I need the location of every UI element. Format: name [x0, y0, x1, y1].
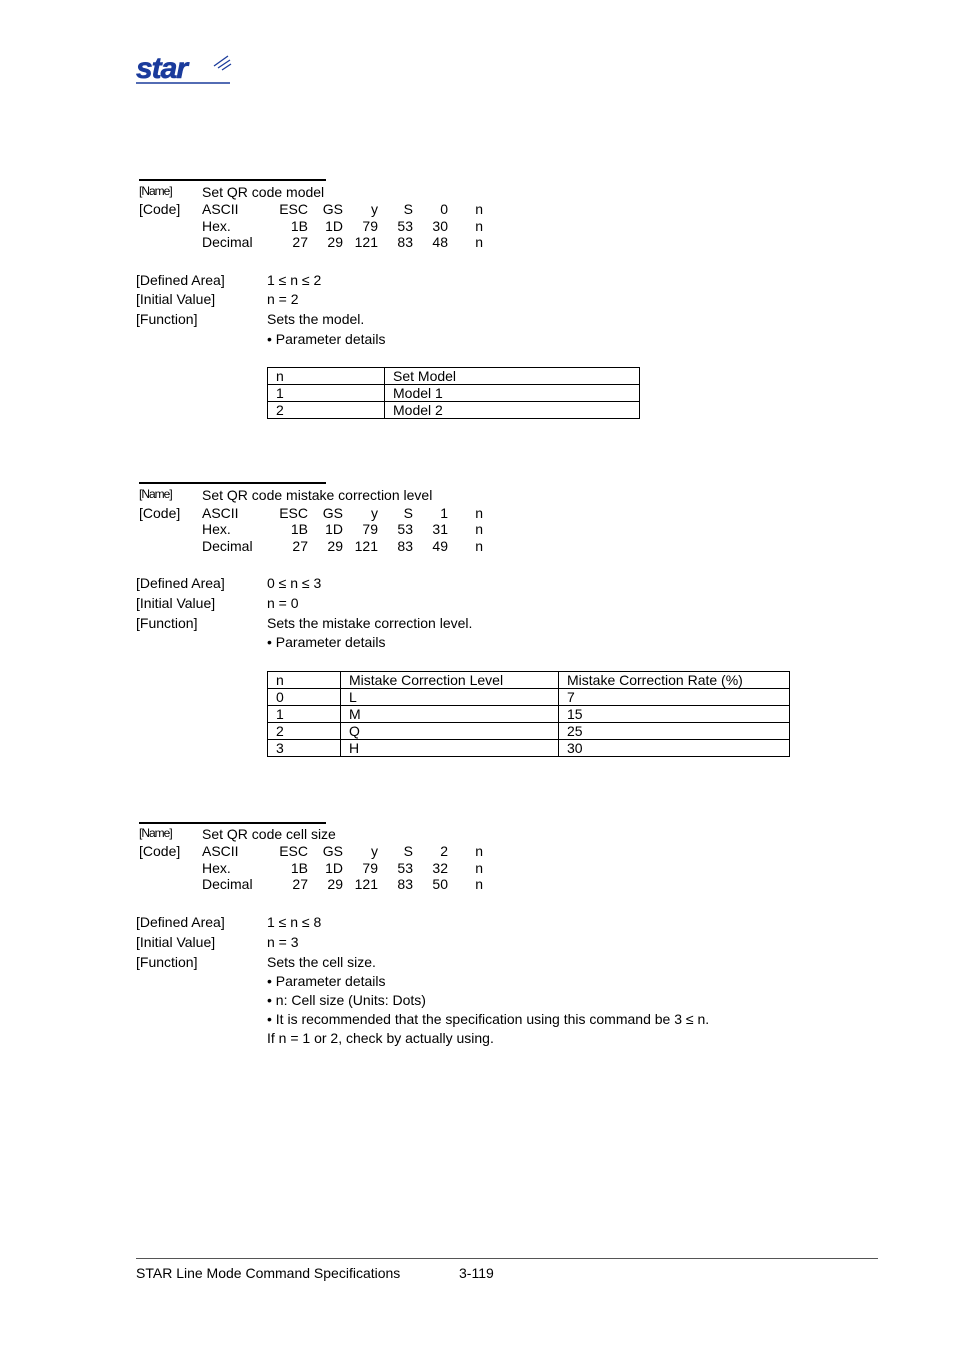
code-val: 1B — [290, 521, 308, 537]
code-val: n — [475, 234, 483, 250]
table-row — [268, 740, 790, 757]
table-cell: 3 — [268, 740, 341, 757]
code-val: S — [403, 201, 413, 217]
footer-divider — [136, 1258, 878, 1259]
table-cell: 0 — [268, 689, 341, 706]
code-val: n — [475, 538, 483, 554]
code-type-hex: Hex. — [202, 521, 231, 537]
table-cell: 2 — [268, 402, 385, 419]
code-val: 83 — [397, 876, 413, 892]
code-val: GS — [322, 843, 343, 859]
initial-value-label: [Initial Value] — [136, 934, 216, 950]
code-type-decimal: Decimal — [202, 876, 253, 892]
code-val: 29 — [327, 538, 343, 554]
function-label: [Function] — [136, 311, 198, 327]
code-val: 1B — [290, 218, 308, 234]
star-logo — [136, 52, 232, 84]
code-val: 29 — [327, 234, 343, 250]
code-val: 48 — [432, 234, 448, 250]
code-val: n — [475, 218, 483, 234]
code-val: 121 — [354, 234, 378, 250]
defined-area-label: [Defined Area] — [136, 272, 225, 288]
table-cell: 7 — [559, 689, 790, 706]
code-val: 27 — [292, 538, 308, 554]
initial-value: n = 0 — [267, 595, 299, 611]
table-header-row — [268, 368, 640, 385]
section-1-rule — [139, 179, 326, 181]
code-val: 1B — [290, 860, 308, 876]
table-header: Mistake Correction Level — [341, 672, 559, 689]
code-val: n — [475, 505, 483, 521]
code-val: y — [371, 201, 378, 217]
code-val: n — [475, 201, 483, 217]
command-name: Set QR code mistake correction level — [202, 487, 433, 503]
code-type-decimal: Decimal — [202, 538, 253, 554]
code-label: [Code] — [139, 505, 181, 521]
code-val: ESC — [279, 505, 308, 521]
code-val: 121 — [354, 876, 378, 892]
initial-value: n = 2 — [267, 291, 299, 307]
code-val: 27 — [292, 234, 308, 250]
code-val: 2 — [440, 843, 448, 859]
detail-line: • Parameter details — [267, 634, 386, 650]
code-val: 31 — [432, 521, 448, 537]
code-type-ascii: ASCII — [202, 505, 239, 521]
defined-area-label: [Defined Area] — [136, 914, 225, 930]
name-label: [Name] — [139, 487, 172, 501]
correction-level-table — [267, 671, 790, 757]
code-val: n — [475, 521, 483, 537]
initial-value-label: [Initial Value] — [136, 291, 216, 307]
code-val: 49 — [432, 538, 448, 554]
table-cell: 2 — [268, 723, 341, 740]
code-type-hex: Hex. — [202, 218, 231, 234]
command-name: Set QR code model — [202, 184, 325, 200]
function-text: Sets the cell size. — [267, 954, 376, 970]
code-val: 79 — [362, 218, 378, 234]
table-header: Set Model — [385, 368, 640, 385]
defined-area-value: 0 ≤ n ≤ 3 — [267, 575, 322, 591]
code-val: S — [403, 505, 413, 521]
code-val: S — [403, 843, 413, 859]
command-name: Set QR code cell size — [202, 826, 336, 842]
model-table — [267, 367, 640, 419]
table-row — [268, 402, 640, 419]
name-label: [Name] — [139, 184, 172, 198]
page-number: 3-119 — [459, 1265, 494, 1281]
table-row — [268, 723, 790, 740]
code-val: 50 — [432, 876, 448, 892]
defined-area-value: 1 ≤ n ≤ 8 — [267, 914, 322, 930]
table-row — [268, 706, 790, 723]
table-cell: 1 — [268, 706, 341, 723]
detail-line: If n = 1 or 2, check by actually using. — [267, 1030, 494, 1046]
table-cell: L — [341, 689, 559, 706]
code-type-ascii: ASCII — [202, 201, 239, 217]
table-header-row — [268, 672, 790, 689]
function-text: Sets the mistake correction level. — [267, 615, 473, 631]
table-cell: 15 — [559, 706, 790, 723]
section-2-rule — [139, 482, 326, 484]
code-val: 1D — [325, 860, 343, 876]
table-cell: H — [341, 740, 559, 757]
code-val: n — [475, 860, 483, 876]
code-type-decimal: Decimal — [202, 234, 253, 250]
table-row — [268, 689, 790, 706]
initial-value: n = 3 — [267, 934, 299, 950]
code-val: y — [371, 505, 378, 521]
code-val: GS — [322, 201, 343, 217]
code-val: 29 — [327, 876, 343, 892]
code-val: 1 — [440, 505, 448, 521]
table-cell: 30 — [559, 740, 790, 757]
table-cell: M — [341, 706, 559, 723]
code-val: 79 — [362, 521, 378, 537]
code-val: 53 — [397, 521, 413, 537]
code-type-ascii: ASCII — [202, 843, 239, 859]
table-header: n — [268, 672, 341, 689]
table-cell: Model 2 — [385, 402, 640, 419]
code-label: [Code] — [139, 201, 181, 217]
code-val: 53 — [397, 860, 413, 876]
code-val: 32 — [432, 860, 448, 876]
detail-line: • It is recommended that the specification using this command be 3 ≤ n. — [267, 1011, 710, 1027]
code-val: ESC — [279, 201, 308, 217]
svg-text:star: star — [136, 52, 188, 84]
code-val: 1D — [325, 218, 343, 234]
section-3-rule — [139, 822, 326, 824]
name-label: [Name] — [139, 826, 172, 840]
code-val: n — [475, 843, 483, 859]
detail-line: • Parameter details — [267, 973, 386, 989]
code-val: 79 — [362, 860, 378, 876]
table-cell: 25 — [559, 723, 790, 740]
footer-title: STAR Line Mode Command Specifications — [136, 1265, 401, 1281]
table-row — [268, 385, 640, 402]
table-cell: 1 — [268, 385, 385, 402]
code-val: 83 — [397, 234, 413, 250]
table-cell: Model 1 — [385, 385, 640, 402]
table-header: n — [268, 368, 385, 385]
table-header: Mistake Correction Rate (%) — [559, 672, 790, 689]
code-type-hex: Hex. — [202, 860, 231, 876]
code-val: 27 — [292, 876, 308, 892]
code-val: n — [475, 876, 483, 892]
detail-line: • Parameter details — [267, 331, 386, 347]
defined-area-value: 1 ≤ n ≤ 2 — [267, 272, 322, 288]
function-label: [Function] — [136, 954, 198, 970]
table-cell: Q — [341, 723, 559, 740]
initial-value-label: [Initial Value] — [136, 595, 216, 611]
code-val: 1D — [325, 521, 343, 537]
code-val: 0 — [440, 201, 448, 217]
code-val: GS — [322, 505, 343, 521]
code-val: 53 — [397, 218, 413, 234]
code-val: ESC — [279, 843, 308, 859]
code-val: 121 — [354, 538, 378, 554]
code-val: y — [371, 843, 378, 859]
code-val: 83 — [397, 538, 413, 554]
function-text: Sets the model. — [267, 311, 365, 327]
code-val: 30 — [432, 218, 448, 234]
defined-area-label: [Defined Area] — [136, 575, 225, 591]
code-label: [Code] — [139, 843, 181, 859]
function-label: [Function] — [136, 615, 198, 631]
detail-line: • n: Cell size (Units: Dots) — [267, 992, 426, 1008]
